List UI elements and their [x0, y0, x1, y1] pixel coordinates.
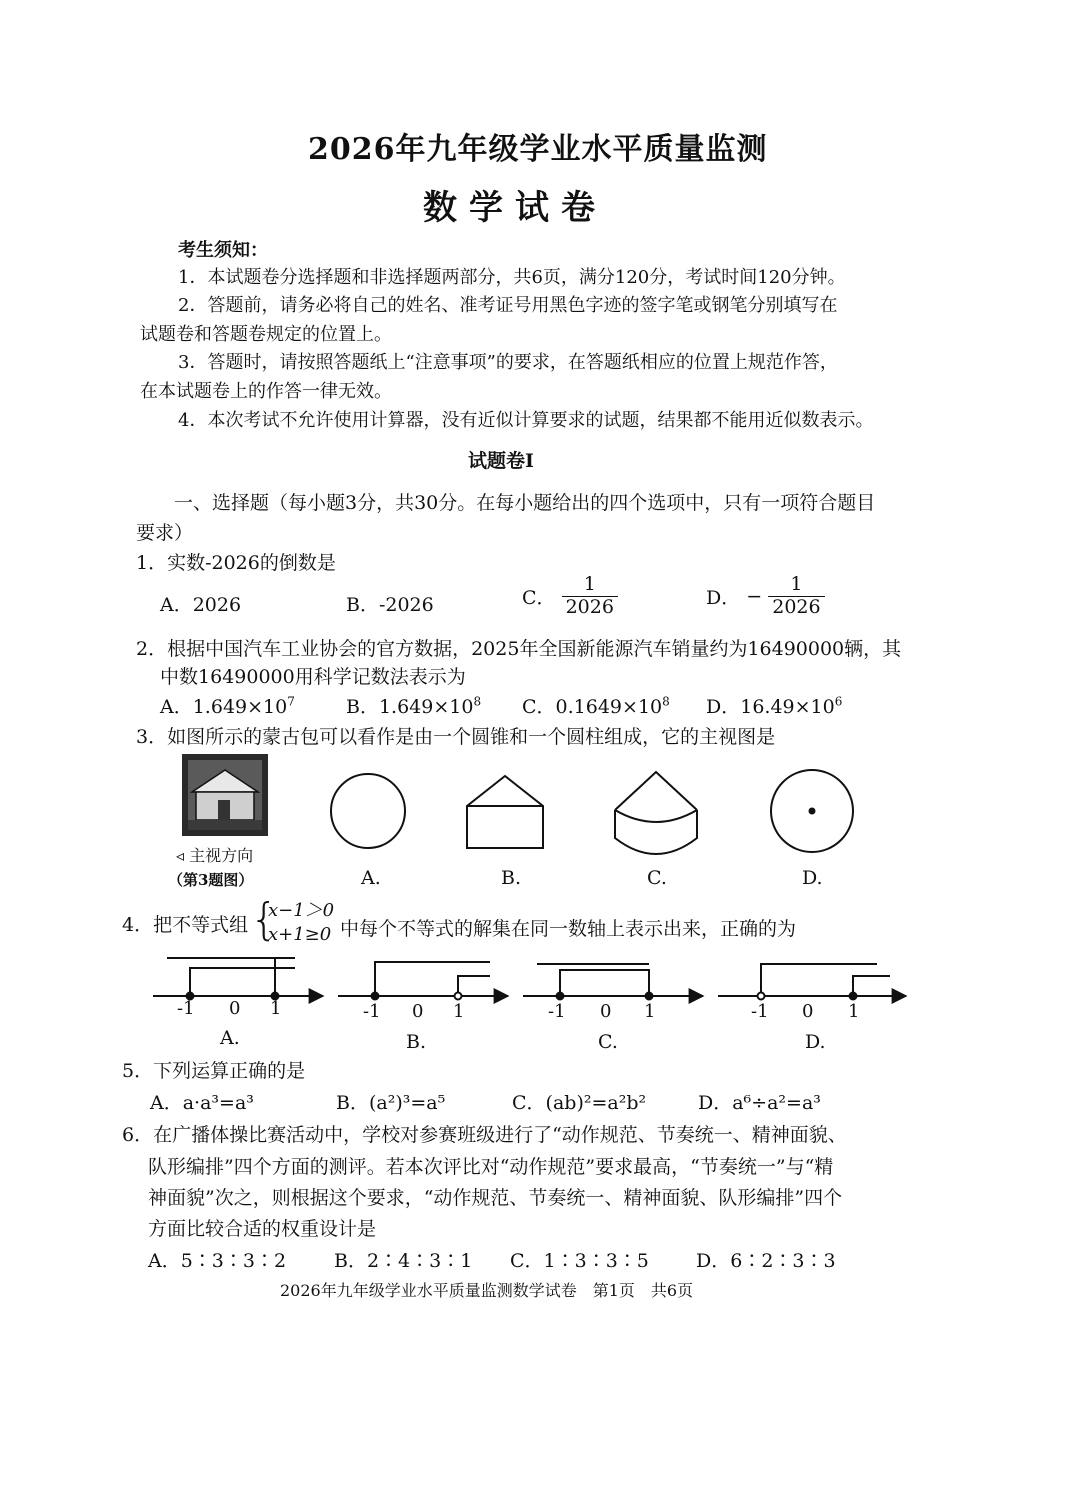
q4-c-tick-0: 0	[600, 1001, 612, 1022]
q4-b-tick-1: 1	[453, 1001, 465, 1022]
q4-stem-suffix: 中每个不等式的解集在同一数轴上表示出来，正确的为	[340, 918, 797, 940]
notice-item-3-cont: 在本试题卷上的作答一律无效。	[140, 381, 392, 402]
notice-item-4: 4．本次考试不允许使用计算器，没有近似计算要求的试题，结果都不能用近似数表示。	[178, 410, 874, 431]
q1-option-c-label: C．	[522, 586, 556, 609]
q3-figure-b	[467, 776, 543, 848]
q4-inequality-2: x+1≥0	[268, 924, 332, 945]
q4-inequality-1: x−1＞0	[268, 900, 335, 921]
q3-figure-caption: （第3题图）	[168, 871, 254, 889]
q1-option-d	[706, 574, 825, 619]
notice-item-2: 2．答题前，请务必将自己的姓名、准考证号用黑色字迹的签字笔或钢笔分别填写在	[178, 295, 838, 316]
q3-option-b: B.	[501, 867, 522, 889]
q3-option-a: A.	[361, 867, 381, 889]
yurt-photo	[182, 754, 268, 836]
q6-option-a: A．5∶3∶3∶2	[148, 1250, 287, 1272]
q4-a-tick-1: 1	[270, 998, 282, 1019]
q3-stem: 3．如图所示的蒙古包可以看作是由一个圆锥和一个圆柱组成，它的主视图是	[136, 726, 776, 748]
q1-option-c-fraction	[562, 574, 618, 619]
q3-view-label: 主视方向	[189, 846, 254, 865]
q4-a-tick-neg1: -1	[177, 998, 195, 1019]
q3-figure-a	[331, 774, 405, 848]
notice-item-3: 3．答题时，请按照答题纸上“注意事项”的要求，在答题纸相应的位置上规范作答，	[178, 352, 838, 373]
view-arrow-icon: ◃	[176, 846, 185, 865]
q5-option-d: D．a⁶÷a²=a³	[698, 1092, 821, 1114]
q4-option-b: B.	[406, 1031, 427, 1053]
q2-option-c: C．$0.1649\times 10^8$	[522, 694, 670, 718]
q5-option-a: A．a·a³=a³	[150, 1092, 254, 1114]
q6-option-b: B．2∶4∶3∶1	[334, 1250, 473, 1272]
exam-subtitle: 数学试卷	[423, 188, 607, 228]
q3-view-direction	[176, 843, 253, 866]
q3-figure-d	[771, 770, 853, 852]
q3-option-d: D.	[802, 867, 823, 889]
exam-title: 2026年九年级学业水平质量监测	[308, 132, 768, 167]
q1-option-c	[522, 574, 618, 619]
q4-option-a: A.	[220, 1027, 240, 1049]
q4-number-line-a	[153, 958, 323, 1000]
q4-b-tick-0: 0	[412, 1001, 424, 1022]
q3-figures	[170, 748, 890, 898]
q4-option-c: C.	[598, 1031, 618, 1053]
q1-stem: 1．实数-2026的倒数是	[136, 552, 336, 574]
q2-option-b: B．$1.649\times 10^8$	[346, 694, 482, 718]
q6-stem-2: 队形编排”四个方面的测评。若本次评比对“动作规范”要求最高，“节奏统一”与“精	[148, 1156, 834, 1178]
q1-c-numerator: 1	[562, 574, 618, 597]
q1-option-d-fraction	[768, 574, 824, 619]
page-footer: 2026年九年级学业水平质量监测数学试卷 第1页 共6页	[280, 1281, 694, 1300]
notice-item-2-cont: 试题卷和答题卷规定的位置上。	[140, 324, 392, 345]
q2-stem-cont: 中数16490000用科学记数法表示为	[160, 666, 466, 688]
q6-stem-4: 方面比较合适的权重设计是	[148, 1218, 377, 1240]
q1-option-d-label: D．	[706, 586, 741, 609]
q3-option-c: C.	[647, 867, 667, 889]
q5-stem: 5．下列运算正确的是	[122, 1060, 306, 1082]
q1-option-b: B．-2026	[346, 594, 434, 616]
q6-option-d: D．6∶2∶3∶3	[696, 1250, 836, 1272]
q5-option-c: C．(ab)²=a²b²	[512, 1092, 647, 1114]
q1-option-a: A．2026	[160, 594, 242, 616]
q4-d-tick-0: 0	[802, 1001, 814, 1022]
q4-d-tick-1: 1	[848, 1001, 860, 1022]
section-heading-cont: 要求）	[136, 522, 194, 544]
q4-option-d: D.	[805, 1031, 826, 1053]
q2-option-d: D．$16.49\times 10^6$	[706, 694, 843, 718]
notice-item-1: 1．本试题卷分选择题和非选择题两部分，共6页，满分120分，考试时间120分钟。	[178, 267, 846, 288]
q4-number-line-d	[718, 964, 906, 1000]
q2-option-a: A．$1.649\times 10^7$	[160, 694, 295, 718]
q4-c-tick-1: 1	[644, 1001, 656, 1022]
q2-stem: 2．根据中国汽车工业协会的官方数据，2025年全国新能源汽车销量约为16490000辆，其	[136, 638, 902, 660]
q6-stem-3: 神面貌”次之，则根据这个要求，“动作规范、节奏统一、精神面貌、队形编排”四个	[148, 1187, 843, 1209]
q4-number-line-b	[338, 962, 508, 1000]
q4-brace: {	[250, 894, 278, 945]
notice-heading: 考生须知：	[178, 240, 268, 261]
q6-option-c: C．1∶3∶3∶5	[510, 1250, 649, 1272]
q1-c-denominator: 2026	[565, 595, 614, 618]
q4-number-line-c	[523, 964, 703, 1000]
q5-option-b: B．(a²)³=a⁵	[336, 1092, 446, 1114]
q6-stem-1: 6．在广播体操比赛活动中，学校对参赛班级进行了“动作规范、节奏统一、精神面貌、	[122, 1124, 847, 1146]
q1-d-denominator: 2026	[772, 595, 821, 618]
q4-stem-prefix: 4．把不等式组	[122, 914, 249, 936]
q3-figure-c	[615, 772, 697, 854]
q4-d-tick-neg1: -1	[751, 1001, 769, 1022]
volume-title: 试题卷Ⅰ	[468, 450, 534, 472]
q4-b-tick-neg1: -1	[363, 1001, 381, 1022]
q1-d-numerator: 1	[768, 574, 824, 597]
q4-a-tick-0: 0	[229, 998, 241, 1019]
section-heading: 一、选择题（每小题3分，共30分。在每小题给出的四个选项中，只有一项符合题目	[174, 492, 876, 514]
q1-option-d-sign: −	[746, 585, 763, 608]
q4-c-tick-neg1: -1	[548, 1001, 566, 1022]
